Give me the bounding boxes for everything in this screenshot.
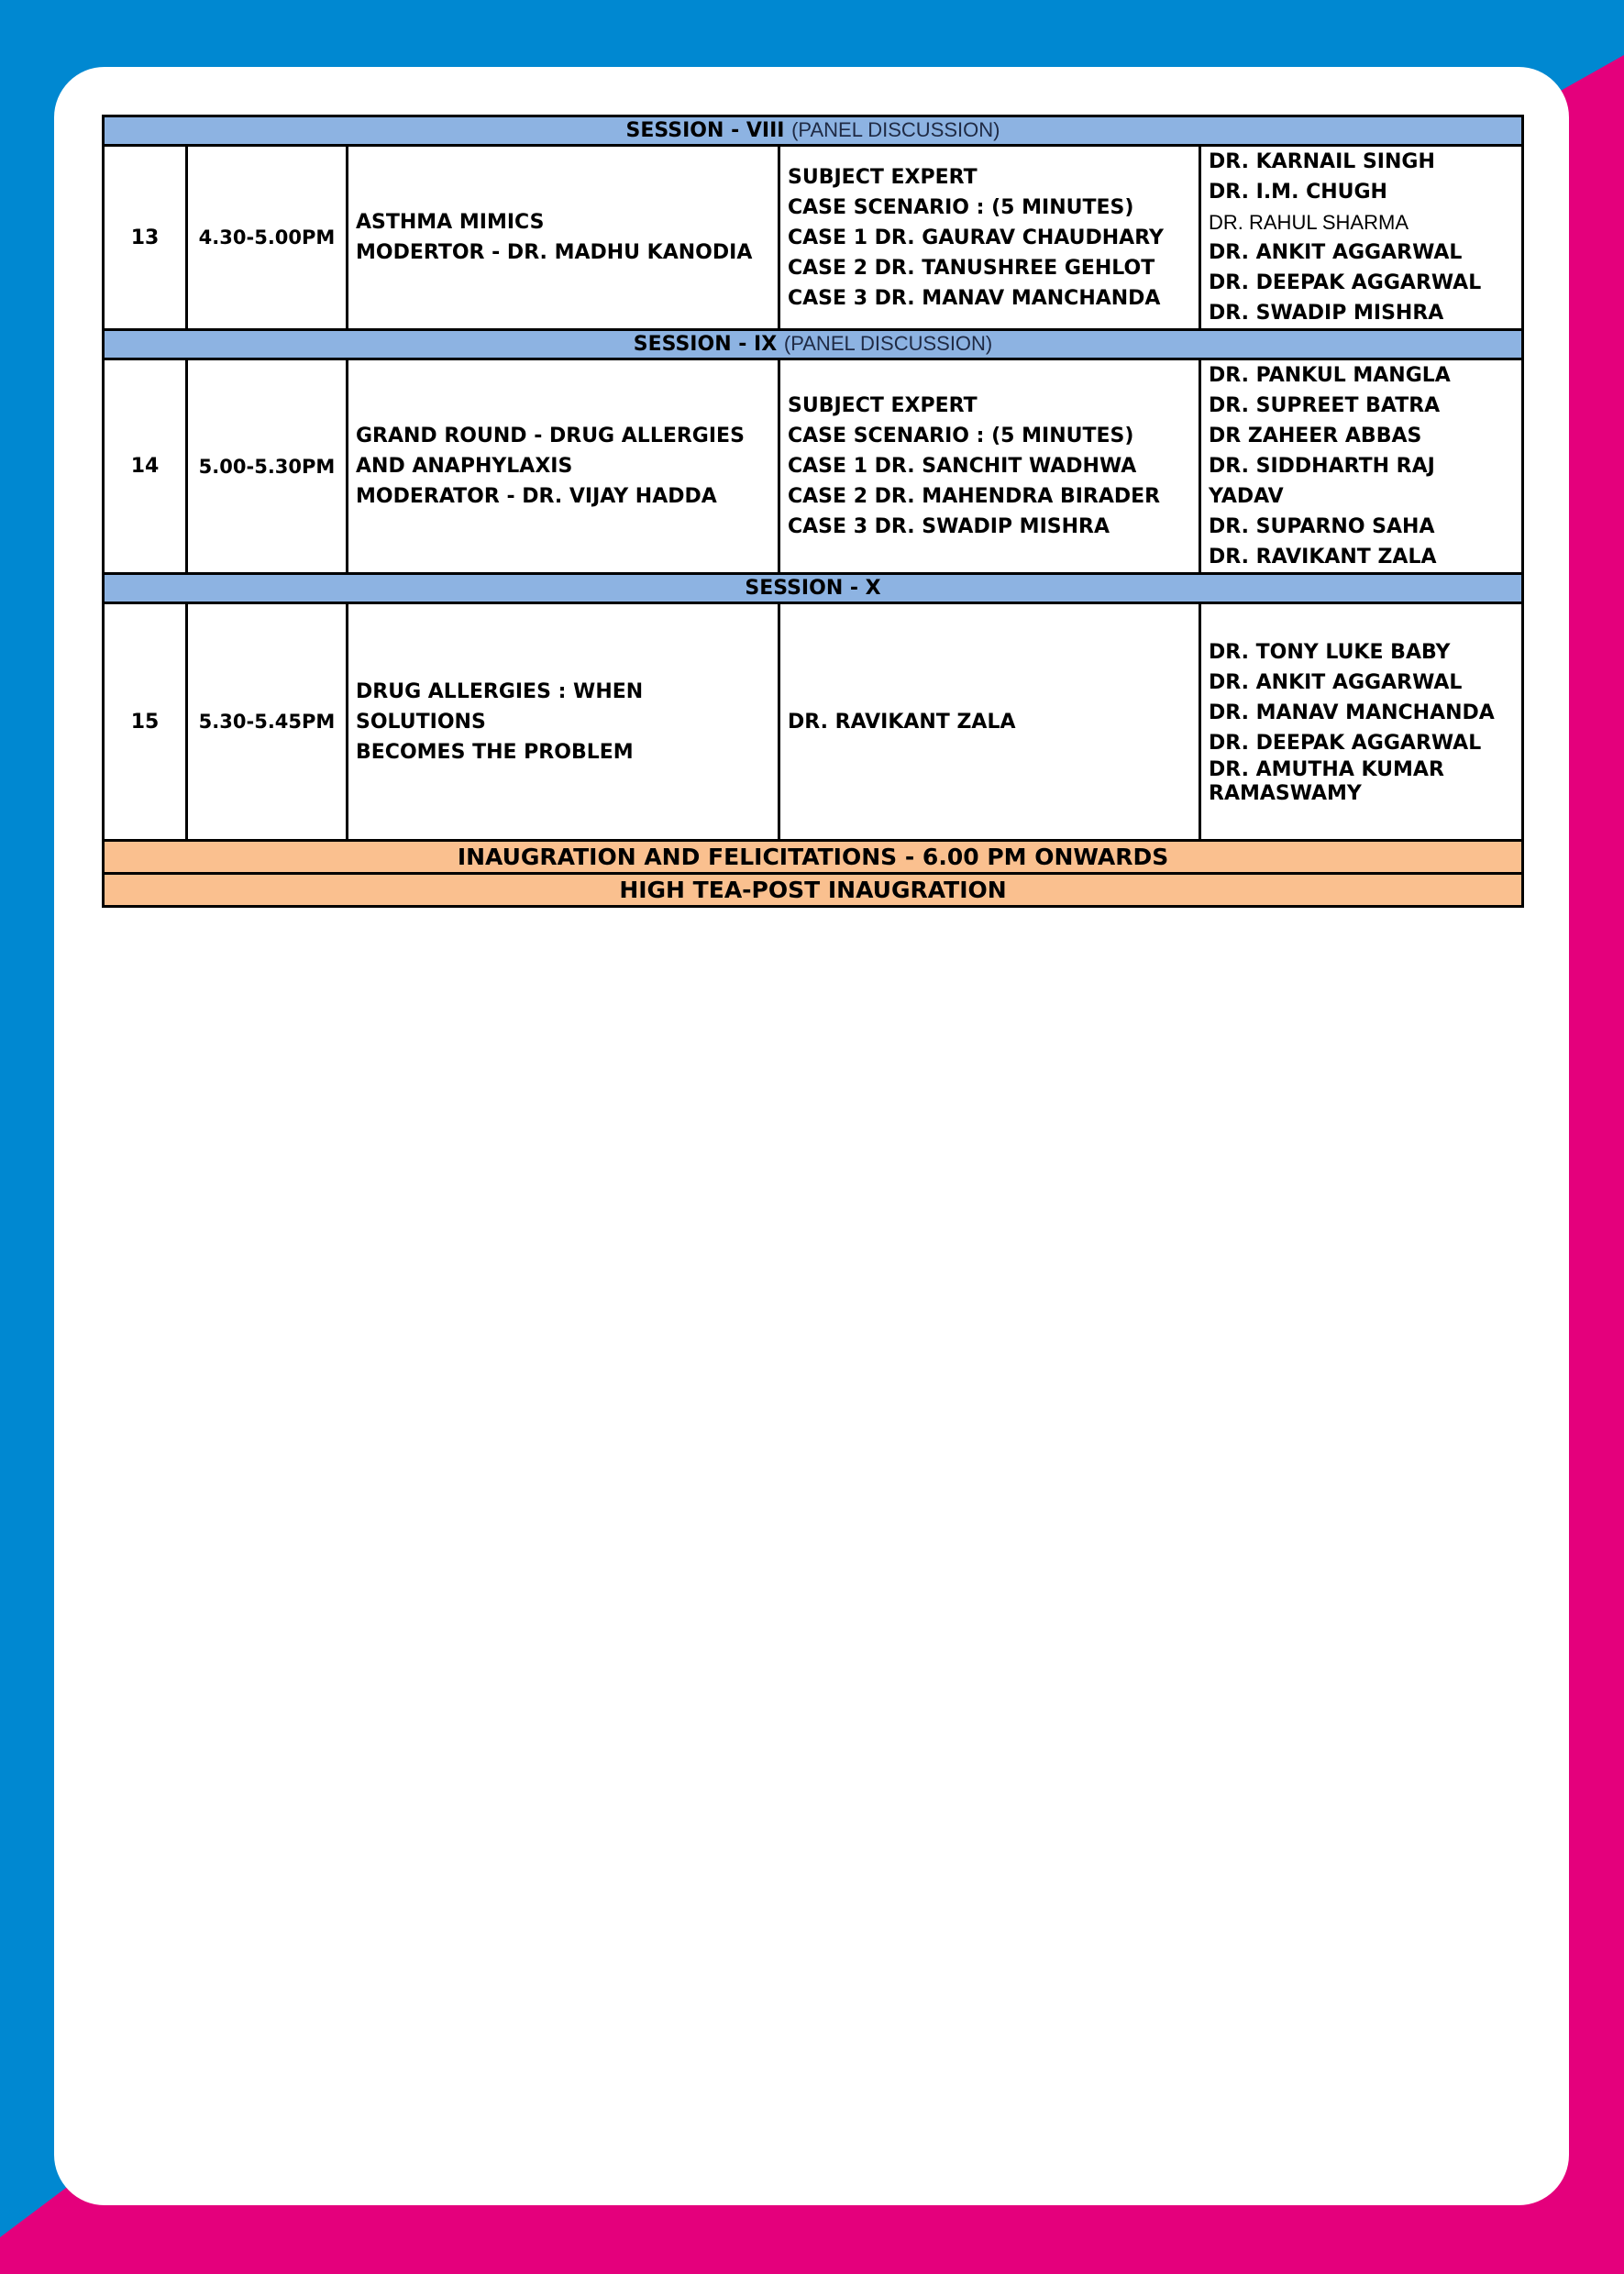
topic-line: AND ANAPHYLAXIS [356, 455, 573, 478]
footer-band [104, 874, 1523, 907]
high-tea-text: HIGH TEA-POST INAUGRATION [104, 874, 1523, 907]
speaker-line: CASE 1 DR. SANCHIT WADHWA [788, 455, 1137, 478]
panelist: DR. SUPREET BATRA [1209, 394, 1441, 417]
panelist: DR ZAHEER ABBAS [1209, 425, 1422, 447]
row-speakers [779, 603, 1200, 841]
speaker-line: SUBJECT EXPERT [788, 165, 978, 189]
speaker-line: CASE 3 DR. SWADIP MISHRA [788, 515, 1110, 538]
speaker-line: DR. RAVIKANT ZALA [788, 710, 1016, 734]
row-number: 15 [104, 603, 187, 841]
topic-line: GRAND ROUND - DRUG ALLERGIES [356, 425, 745, 447]
speaker-line: CASE 1 DR. GAURAV CHAUDHARY [788, 226, 1164, 249]
panelist: DR. ANKIT AGGARWAL [1209, 241, 1463, 264]
row-number: 14 [104, 359, 187, 574]
panelist: DR. TONY LUKE BABY [1209, 641, 1451, 664]
row-panel [1200, 146, 1523, 330]
panelist: DR. SIDDHARTH RAJ YADAV [1209, 455, 1435, 508]
panelist: DR. KARNAIL SINGH [1209, 150, 1435, 173]
panelist: DR. DEEPAK AGGARWAL [1209, 271, 1482, 294]
panelist: DR. RAHUL SHARMA [1209, 211, 1409, 234]
table-row [104, 359, 1523, 574]
speaker-line: CASE 3 DR. MANAV MANCHANDA [788, 286, 1161, 310]
panelist: DR. MANAV MANCHANDA [1209, 701, 1495, 724]
speaker-line: CASE SCENARIO : (5 MINUTES) [788, 195, 1134, 219]
topic-line: ASTHMA MIMICS [356, 211, 545, 234]
row-panel [1200, 603, 1523, 841]
panelist: DR. AMUTHA KUMAR [1209, 758, 1444, 781]
panelist: DR. PANKUL MANGLA [1209, 364, 1451, 387]
speaker-line: SUBJECT EXPERT [788, 394, 978, 417]
row-time: 5.30-5.45PM [187, 603, 348, 841]
session-title: SESSION - VIII [625, 119, 785, 142]
speaker-line: CASE 2 DR. MAHENDRA BIRADER [788, 485, 1161, 508]
panelist: DR. SUPARNO SAHA [1209, 515, 1435, 538]
row-speakers [779, 359, 1200, 574]
session-header [104, 574, 1523, 603]
row-number: 13 [104, 146, 187, 330]
topic-line: BECOMES THE PROBLEM [356, 740, 634, 764]
panelist: DR. SWADIP MISHRA [1209, 302, 1444, 325]
session-title: SESSION - X [745, 577, 881, 600]
row-topic [348, 603, 779, 841]
topic-line: MODERATOR - DR. VIJAY HADDA [356, 485, 717, 508]
table-row [104, 146, 1523, 330]
panelist: DR. ANKIT AGGARWAL [1209, 671, 1463, 694]
session-subtitle: (PANEL DISCUSSION) [783, 332, 993, 355]
speaker-line: CASE 2 DR. TANUSHREE GEHLOT [788, 256, 1155, 280]
footer-band [104, 841, 1523, 874]
session-header [104, 116, 1523, 146]
row-topic [348, 359, 779, 574]
row-speakers [779, 146, 1200, 330]
table-row [104, 603, 1523, 841]
row-time: 4.30-5.00PM [187, 146, 348, 330]
panelist: DR. DEEPAK AGGARWAL [1209, 732, 1482, 755]
session-subtitle: (PANEL DISCUSSION) [791, 118, 1000, 141]
program-table [102, 115, 1524, 908]
inauguration-text: INAUGRATION AND FELICITATIONS - 6.00 PM ONWARDS [104, 841, 1523, 874]
topic-line: MODERTOR - DR. MADHU KANODIA [356, 241, 753, 264]
row-topic [348, 146, 779, 330]
panelist: DR. RAVIKANT ZALA [1209, 546, 1437, 568]
panelist: RAMASWAMY [1209, 782, 1362, 805]
session-header [104, 330, 1523, 359]
panelist: DR. I.M. CHUGH [1209, 181, 1387, 204]
speaker-line: CASE SCENARIO : (5 MINUTES) [788, 425, 1134, 447]
session-title: SESSION - IX [633, 333, 778, 356]
topic-line: DRUG ALLERGIES : WHEN SOLUTIONS [356, 679, 644, 734]
row-panel [1200, 359, 1523, 574]
row-time: 5.00-5.30PM [187, 359, 348, 574]
